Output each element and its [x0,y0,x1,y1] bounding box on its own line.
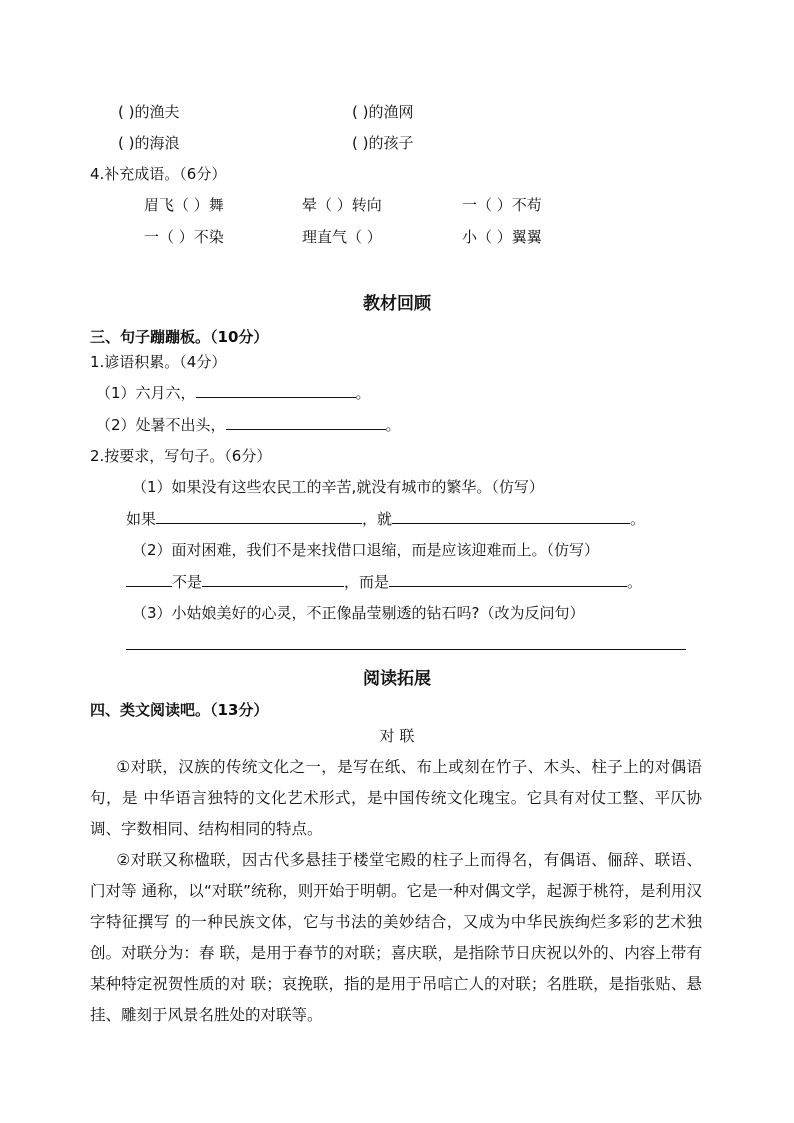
fill-row-1-right[interactable]: ( )的渔网 [352,103,414,121]
section-heading-reading: 阅读拓展 [363,669,431,689]
idiom-4[interactable]: 一（ ）不染 [144,228,224,246]
idiom-3[interactable]: 一（ ）不苟 [462,196,542,214]
idioms-title: 4.补充成语。（6分） [90,165,227,183]
article-paragraph-1: ①对联，汉族的传统文化之一，是写在纸、布上或刻在竹子、木头、柱子上的对偶语句，是 中华语言独特的文化艺术形式，是中国传统文化瑰宝。它具有对仗工整、平仄协调、字数相同、结构相同的特点。 [90,758,702,838]
answer-blank[interactable] [389,572,627,587]
q2-2-answer-line: 不是 ，而是 。 [126,572,642,592]
q2-1-answer-line: 如果 ，就 。 [126,510,646,528]
answer-blank[interactable] [226,415,386,430]
idiom-2[interactable]: 晕（ ）转向 [302,196,382,214]
answer-blank[interactable] [156,509,362,524]
q1-item-b: （2）处暑不出头， 。 [96,416,401,434]
answer-blank[interactable] [196,383,356,398]
q1-title: 1.谚语积累。（4分） [90,353,227,371]
idiom-6[interactable]: 小（ ）翼翼 [462,228,542,246]
article-title: 对 联 [379,727,415,745]
q2-3-prompt: （3）小姑娘美好的心灵，不正像晶莹剔透的钻石吗?（改为反问句） [132,604,585,622]
part-three-title: 三、句子蹦蹦板。（10分） [90,328,269,346]
part-four-title: 四、类文阅读吧。（13分） [90,701,269,719]
fill-row-1-left[interactable]: ( )的渔夫 [118,103,180,121]
idiom-5[interactable]: 理直气（ ） [302,228,382,246]
answer-blank[interactable] [202,572,344,587]
answer-blank[interactable] [392,509,630,524]
fill-row-2-left[interactable]: ( )的海浪 [118,134,180,152]
q2-3-answer-line[interactable] [126,649,686,650]
q2-2-prompt: （2）面对困难，我们不是来找借口退缩，而是应该迎难而上。（仿写） [132,541,600,559]
fill-row-2-right[interactable]: ( )的孩子 [352,134,414,152]
q2-1-prompt: （1）如果没有这些农民工的辛苦,就没有城市的繁华。（仿写） [132,478,544,496]
article-paragraph-2: ②对联又称楹联，因古代多悬挂于楼堂宅殿的柱子上而得名，有偶语、俪辞、联语、门对等 通称，以“对联”统称，则开始于明朝。它是一种对偶文学，起源于桃符，是利用汉字特征撰写 的一种民族文体，它与书法的美妙结合，又成为中华民族绚烂多彩的艺术独创。对联分为：春 联，是用于春节的对联；喜庆联，是指除节日庆祝以外的、内容上带有某种特定祝贺性质的对 联；哀挽联，指的是用于吊唁亡人的对联；名胜联，是指张贴、悬挂、雕刻于风景名胜处的对联等。 [90,851,702,1024]
q1-item-a: （1）六月六， 。 [96,384,371,402]
q2-title: 2.按要求，写句子。（6分） [90,447,272,465]
answer-blank[interactable] [126,572,172,587]
section-heading-textbook: 教材回顾 [363,294,431,314]
idiom-1[interactable]: 眉飞（ ）舞 [144,196,224,214]
